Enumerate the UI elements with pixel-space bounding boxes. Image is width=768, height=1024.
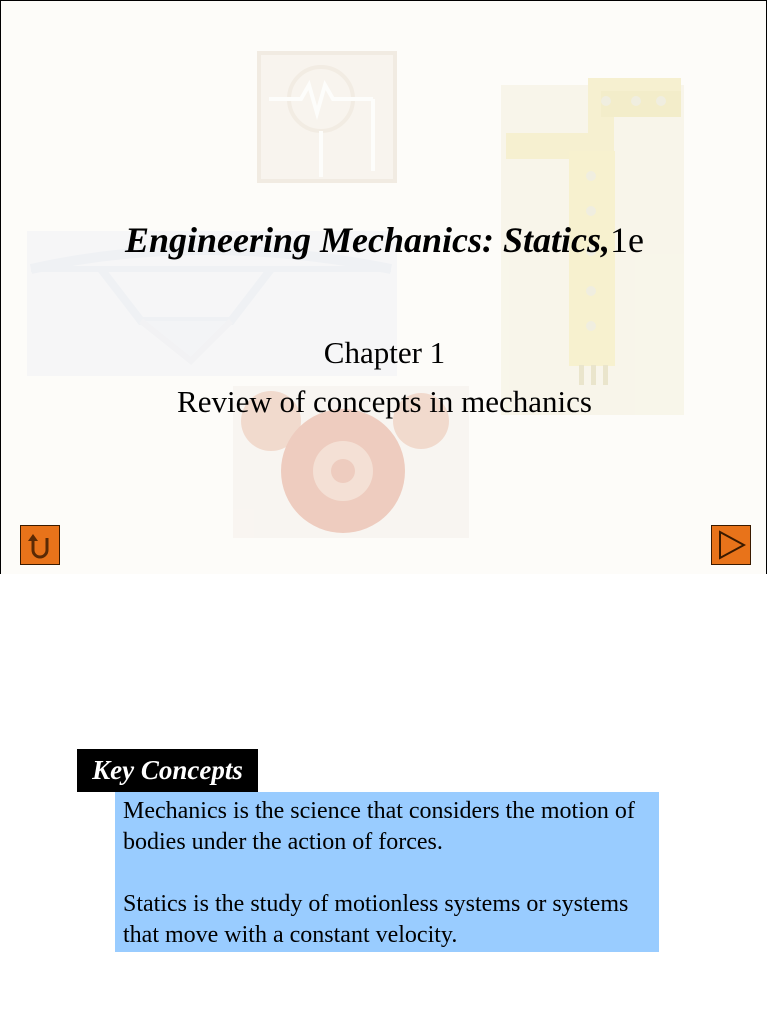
title-edition: 1e <box>610 220 645 260</box>
title-book-name: Engineering Mechanics: Statics, <box>124 220 611 260</box>
u-turn-back-arrow-icon <box>25 530 55 560</box>
background-engineering-artwork <box>1 1 767 574</box>
statics-definition: Statics is the study of motionless systems or systems that move with a constant velocity. <box>123 891 629 948</box>
circuit-symbol-watermark <box>259 53 395 181</box>
play-triangle-icon <box>716 530 746 560</box>
back-button[interactable] <box>20 525 60 565</box>
key-concepts-label: Key Concepts <box>77 749 258 792</box>
key-concepts-box <box>115 792 659 952</box>
next-button[interactable] <box>711 525 751 565</box>
slide-title <box>1 219 767 261</box>
chapter-title: Review of concepts in mechanics <box>177 384 592 419</box>
mechanics-definition: Mechanics is the science that considers the motion of bodies under the action of forces. <box>123 798 635 855</box>
chapter-number: Chapter 1 <box>323 335 446 370</box>
